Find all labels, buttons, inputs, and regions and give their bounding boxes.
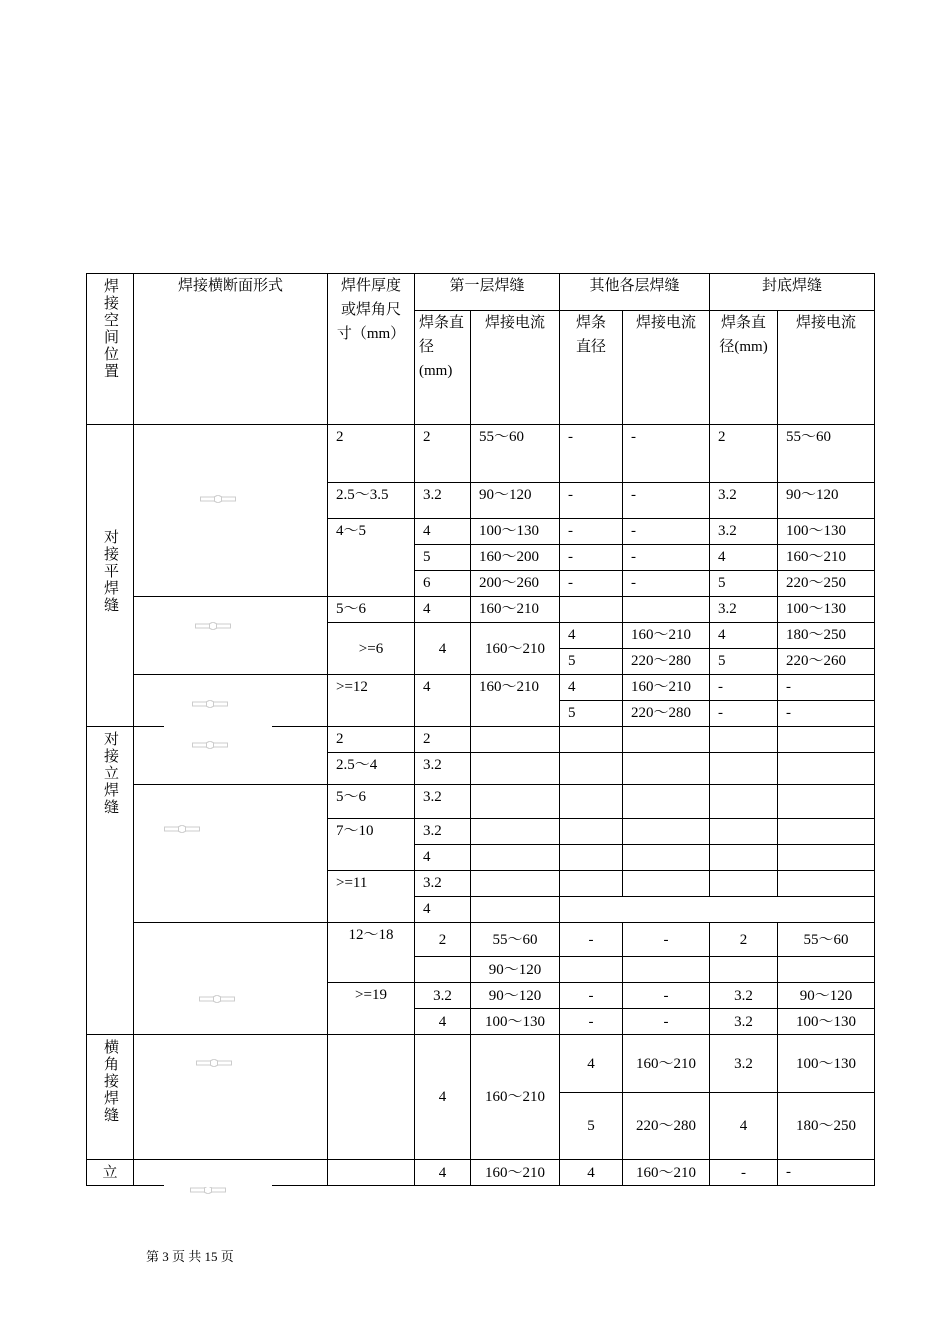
current-cell: 160～210 bbox=[471, 1035, 560, 1160]
header-current-3: 焊接电流 bbox=[778, 311, 875, 425]
current-cell: 160～210 bbox=[471, 1160, 560, 1186]
rod-diameter-cell: 4 bbox=[560, 623, 623, 649]
thickness-cell: 2 bbox=[328, 727, 415, 753]
thickness-cell: >=19 bbox=[328, 983, 415, 1035]
rod-diameter-cell: - bbox=[560, 1009, 623, 1035]
header-other-layers: 其他各层焊缝 bbox=[560, 274, 710, 311]
rod-diameter-cell bbox=[415, 957, 471, 983]
header-rod-diameter-3: 焊条直径(mm) bbox=[710, 311, 778, 425]
current-cell: - bbox=[778, 675, 875, 701]
current-cell: 160～210 bbox=[623, 1160, 710, 1186]
rod-diameter-cell: 4 bbox=[560, 1160, 623, 1186]
current-cell: - bbox=[623, 571, 710, 597]
rod-diameter-cell: 4 bbox=[415, 597, 471, 623]
rod-diameter-cell: 3.2 bbox=[415, 871, 471, 897]
current-cell: - bbox=[623, 1009, 710, 1035]
current-cell: 100～130 bbox=[778, 1009, 875, 1035]
cross-section-figure bbox=[134, 923, 328, 1035]
current-cell: 100～130 bbox=[778, 1035, 875, 1093]
line-gap bbox=[164, 1183, 272, 1187]
current-cell: 90～120 bbox=[778, 983, 875, 1009]
rod-diameter-cell: 4 bbox=[560, 675, 623, 701]
cross-section-figure bbox=[134, 425, 328, 597]
group-horizontal-fillet: 横角接焊缝 bbox=[87, 1035, 134, 1160]
current-cell: 55～60 bbox=[471, 923, 560, 957]
rod-diameter-cell: - bbox=[710, 701, 778, 727]
rod-diameter-cell: 5 bbox=[710, 649, 778, 675]
current-cell: 55～60 bbox=[471, 425, 560, 483]
header-cross-section: 焊接横断面形式 bbox=[134, 274, 328, 425]
rod-diameter-cell: 4 bbox=[415, 1160, 471, 1186]
weld-section-icon bbox=[192, 700, 228, 708]
header-rod-diameter-1: 焊条直径(mm) bbox=[415, 311, 471, 425]
rod-diameter-cell: 6 bbox=[415, 571, 471, 597]
rod-diameter-cell: - bbox=[560, 923, 623, 957]
current-cell: 100～130 bbox=[471, 1009, 560, 1035]
current-cell: 180～250 bbox=[778, 1093, 875, 1160]
current-cell: - bbox=[623, 923, 710, 957]
rod-diameter-cell: 3.2 bbox=[415, 819, 471, 845]
rod-diameter-cell: - bbox=[710, 675, 778, 701]
rod-diameter-cell: 3.2 bbox=[415, 483, 471, 519]
weld-section-icon bbox=[164, 825, 200, 833]
rod-diameter-cell: - bbox=[560, 545, 623, 571]
header-current-1: 焊接电流 bbox=[471, 311, 560, 425]
cross-section-figure bbox=[134, 597, 328, 675]
cross-section-figure bbox=[134, 1160, 328, 1186]
current-cell: 180～250 bbox=[778, 623, 875, 649]
rod-diameter-cell: 5 bbox=[710, 571, 778, 597]
current-cell: 55～60 bbox=[778, 425, 875, 483]
rod-diameter-cell: - bbox=[560, 571, 623, 597]
rod-diameter-cell: 4 bbox=[415, 897, 471, 923]
thickness-cell: 7～10 bbox=[328, 819, 415, 871]
rod-diameter-cell: 4 bbox=[415, 1009, 471, 1035]
rod-diameter-cell: 2 bbox=[415, 727, 471, 753]
current-cell: - bbox=[623, 983, 710, 1009]
rod-diameter-cell: 5 bbox=[560, 649, 623, 675]
rod-diameter-cell: - bbox=[560, 519, 623, 545]
thickness-cell: >=11 bbox=[328, 871, 415, 923]
current-cell: 90～120 bbox=[471, 483, 560, 519]
current-cell: 100～130 bbox=[471, 519, 560, 545]
group-vertical-butt: 对接立焊缝 bbox=[87, 727, 134, 1035]
group-flat-butt: 对接平焊缝 bbox=[87, 425, 134, 727]
current-cell: 90～120 bbox=[471, 957, 560, 983]
rod-diameter-cell: 3.2 bbox=[710, 519, 778, 545]
thickness-cell: 12～18 bbox=[328, 923, 415, 983]
current-cell: 220～280 bbox=[623, 701, 710, 727]
rod-diameter-cell: 3.2 bbox=[415, 785, 471, 819]
current-cell: 200～260 bbox=[471, 571, 560, 597]
rod-diameter-cell: - bbox=[560, 483, 623, 519]
current-cell: - bbox=[623, 425, 710, 483]
group-vertical-partial: 立 bbox=[87, 1160, 134, 1186]
header-sealing: 封底焊缝 bbox=[710, 274, 875, 311]
thickness-cell: 4～5 bbox=[328, 519, 415, 597]
weld-section-icon bbox=[196, 1059, 232, 1067]
thickness-cell: >=12 bbox=[328, 675, 415, 727]
welding-parameters-table bbox=[86, 273, 875, 1186]
current-cell: - bbox=[623, 545, 710, 571]
rod-diameter-cell: 4 bbox=[560, 1035, 623, 1093]
rod-diameter-cell: 4 bbox=[415, 845, 471, 871]
rod-diameter-cell: 4 bbox=[710, 1093, 778, 1160]
rod-diameter-cell: 3.2 bbox=[710, 483, 778, 519]
current-cell: 220～250 bbox=[778, 571, 875, 597]
thickness-cell: 5～6 bbox=[328, 597, 415, 623]
thickness-cell: >=6 bbox=[328, 623, 415, 675]
rod-diameter-cell: 4 bbox=[710, 623, 778, 649]
current-cell: 220～280 bbox=[623, 649, 710, 675]
rod-diameter-cell: 4 bbox=[415, 519, 471, 545]
rod-diameter-cell: 5 bbox=[560, 1093, 623, 1160]
current-cell: 55～60 bbox=[778, 923, 875, 957]
rod-diameter-cell: 3.2 bbox=[710, 597, 778, 623]
current-cell bbox=[623, 597, 710, 623]
rod-diameter-cell: 3.2 bbox=[710, 983, 778, 1009]
rod-diameter-cell: 3.2 bbox=[710, 1009, 778, 1035]
header-rod-diameter-2: 焊条直径 bbox=[560, 311, 623, 425]
current-cell: - bbox=[623, 483, 710, 519]
current-cell: - bbox=[778, 1160, 875, 1186]
current-cell: 100～130 bbox=[778, 597, 875, 623]
current-cell: - bbox=[623, 519, 710, 545]
current-cell: 160～210 bbox=[623, 675, 710, 701]
current-cell: 160～210 bbox=[778, 545, 875, 571]
thickness-cell bbox=[328, 1035, 415, 1160]
current-cell: 220～280 bbox=[623, 1093, 710, 1160]
current-cell: - bbox=[778, 701, 875, 727]
rod-diameter-cell: - bbox=[560, 983, 623, 1009]
current-cell: 160～210 bbox=[471, 597, 560, 623]
rod-diameter-cell: 3.2 bbox=[415, 753, 471, 785]
current-cell: 220～260 bbox=[778, 649, 875, 675]
header-thickness: 焊件厚度或焊角尺寸（mm） bbox=[328, 274, 415, 425]
current-cell: 90～120 bbox=[471, 983, 560, 1009]
rod-diameter-cell: - bbox=[710, 1160, 778, 1186]
rod-diameter-cell: 2 bbox=[415, 923, 471, 957]
thickness-cell: 2.5～4 bbox=[328, 753, 415, 785]
rod-diameter-cell: - bbox=[560, 425, 623, 483]
header-position: 焊接空间位置 bbox=[87, 274, 134, 425]
thickness-cell: 2 bbox=[328, 425, 415, 483]
weld-section-icon bbox=[199, 995, 235, 1003]
cross-section-figure bbox=[134, 785, 328, 923]
header-first-layer: 第一层焊缝 bbox=[415, 274, 560, 311]
rod-diameter-cell: 4 bbox=[415, 623, 471, 675]
rod-diameter-cell: 2 bbox=[710, 923, 778, 957]
current-cell: 160～200 bbox=[471, 545, 560, 571]
rod-diameter-cell: 4 bbox=[710, 545, 778, 571]
current-cell: 100～130 bbox=[778, 519, 875, 545]
rod-diameter-cell: 3.2 bbox=[415, 983, 471, 1009]
weld-section-icon bbox=[195, 622, 231, 630]
cross-section-figure bbox=[134, 1035, 328, 1160]
header-current-2: 焊接电流 bbox=[623, 311, 710, 425]
rod-diameter-cell: 4 bbox=[415, 675, 471, 727]
weld-section-icon bbox=[200, 495, 236, 503]
rod-diameter-cell: 5 bbox=[560, 701, 623, 727]
cross-section-figure bbox=[134, 727, 328, 785]
rod-diameter-cell: 3.2 bbox=[710, 1035, 778, 1093]
current-cell: 90～120 bbox=[778, 483, 875, 519]
page-footer: 第 3 页 共 15 页 bbox=[146, 1249, 234, 1264]
rod-diameter-cell: 2 bbox=[710, 425, 778, 483]
rod-diameter-cell bbox=[560, 597, 623, 623]
current-cell: 160～210 bbox=[471, 675, 560, 727]
rod-diameter-cell: 4 bbox=[415, 1035, 471, 1160]
current-cell: 160～210 bbox=[471, 623, 560, 675]
rod-diameter-cell: 2 bbox=[415, 425, 471, 483]
current-cell: 160～210 bbox=[623, 623, 710, 649]
thickness-cell: 2.5～3.5 bbox=[328, 483, 415, 519]
cross-section-figure bbox=[134, 675, 328, 727]
weld-section-icon bbox=[190, 1186, 226, 1194]
thickness-cell bbox=[328, 1160, 415, 1186]
weld-section-icon bbox=[192, 741, 228, 749]
rod-diameter-cell: 5 bbox=[415, 545, 471, 571]
current-cell: 160～210 bbox=[623, 1035, 710, 1093]
thickness-cell: 5～6 bbox=[328, 785, 415, 819]
